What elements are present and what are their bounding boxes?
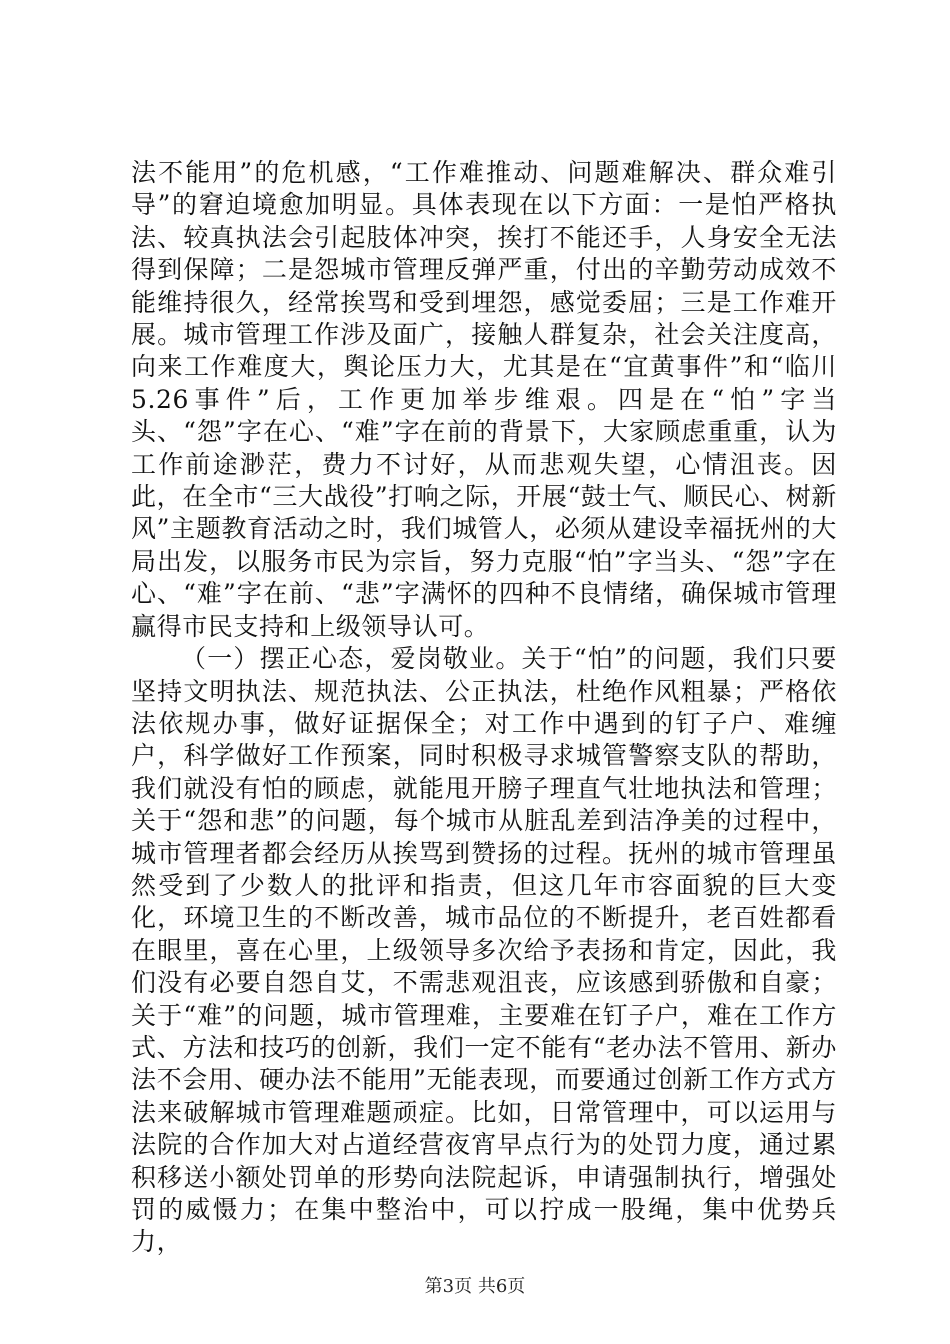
body-paragraph-2: （一）摆正心态，爱岗敬业。关于“怕”的问题，我们只要坚持文明执法、规范执法、公正执法，杜绝作风粗暴；严格依法依规办事，做好证据保全；对工作中遇到的钉子户、难缠户，科学做好工作预案，同时积极寻求城管警察支队的帮助，我们就没有怕的顾虑，就能甩开膀子理直气壮地执法和管理；关于“怨和悲”的问题，每个城市从脏乱差到洁净美的过程中，城市管理者都会经历从挨骂到赞扬的过程。抚州的城市管理虽然受到了少数人的批评和指责，但这几年市容面貌的巨大变化，环境卫生的不断改善，城市品位的不断提升，老百姓都看在眼里，喜在心里，上级领导多次给予表扬和肯定，因此，我们没有必要自怨自艾，不需悲观沮丧，应该感到骄傲和自豪；关于“难”的问题，城市管理难，主要难在钉子户，难在工作方式、方法和技巧的创新，我们一定不能有“老办法不管用、新办法不会用、硬办法不能用”无能表现，而要通过创新工作方式方法来破解城市管理难题顽症。比如，日常管理中，可以运用与法院的合作加大对占道经营夜宵早点行为的处罚力度，通过累积移送小额处罚单的形势向法院起诉，申请强制执行，增强处罚的威慑力；在集中整治中，可以拧成一股绳，集中优势兵力， [131, 644, 837, 1257]
document-body [131, 157, 837, 1259]
body-paragraph-1: 法不能用”的危机感，“工作难推动、问题难解决、群众难引导”的窘迫境愈加明显。具体表现在以下方面：一是怕严格执法、较真执法会引起肢体冲突，挨打不能还手，人身安全无法得到保障；二是怨城市管理反弹严重，付出的辛勤劳动成效不能维持很久，经常挨骂和受到埋怨，感觉委屈；三是工作难开展。城市管理工作涉及面广，接触人群复杂，社会关注度高，向来工作难度大，舆论压力大，尤其是在“宜黄事件”和“临川5.26事件”后，工作更加举步维艰。四是在“怕”字当头、“怨”字在心、“难”字在前的背景下，大家顾虑重重，认为工作前途渺茫，费力不讨好，从而悲观失望，心情沮丧。因此，在全市“三大战役”打响之际，开展“鼓士气、顺民心、树新风”主题教育活动之时，我们城管人，必须从建设幸福抚州的大局出发，以服务市民为宗旨，努力克服“怕”字当头、“怨”字在心、“难”字在前、“悲”字满怀的四种不良情绪，确保城市管理赢得市民支持和上级领导认可。 [131, 158, 837, 641]
page-footer: 第3页 共6页 [424, 1276, 526, 1297]
